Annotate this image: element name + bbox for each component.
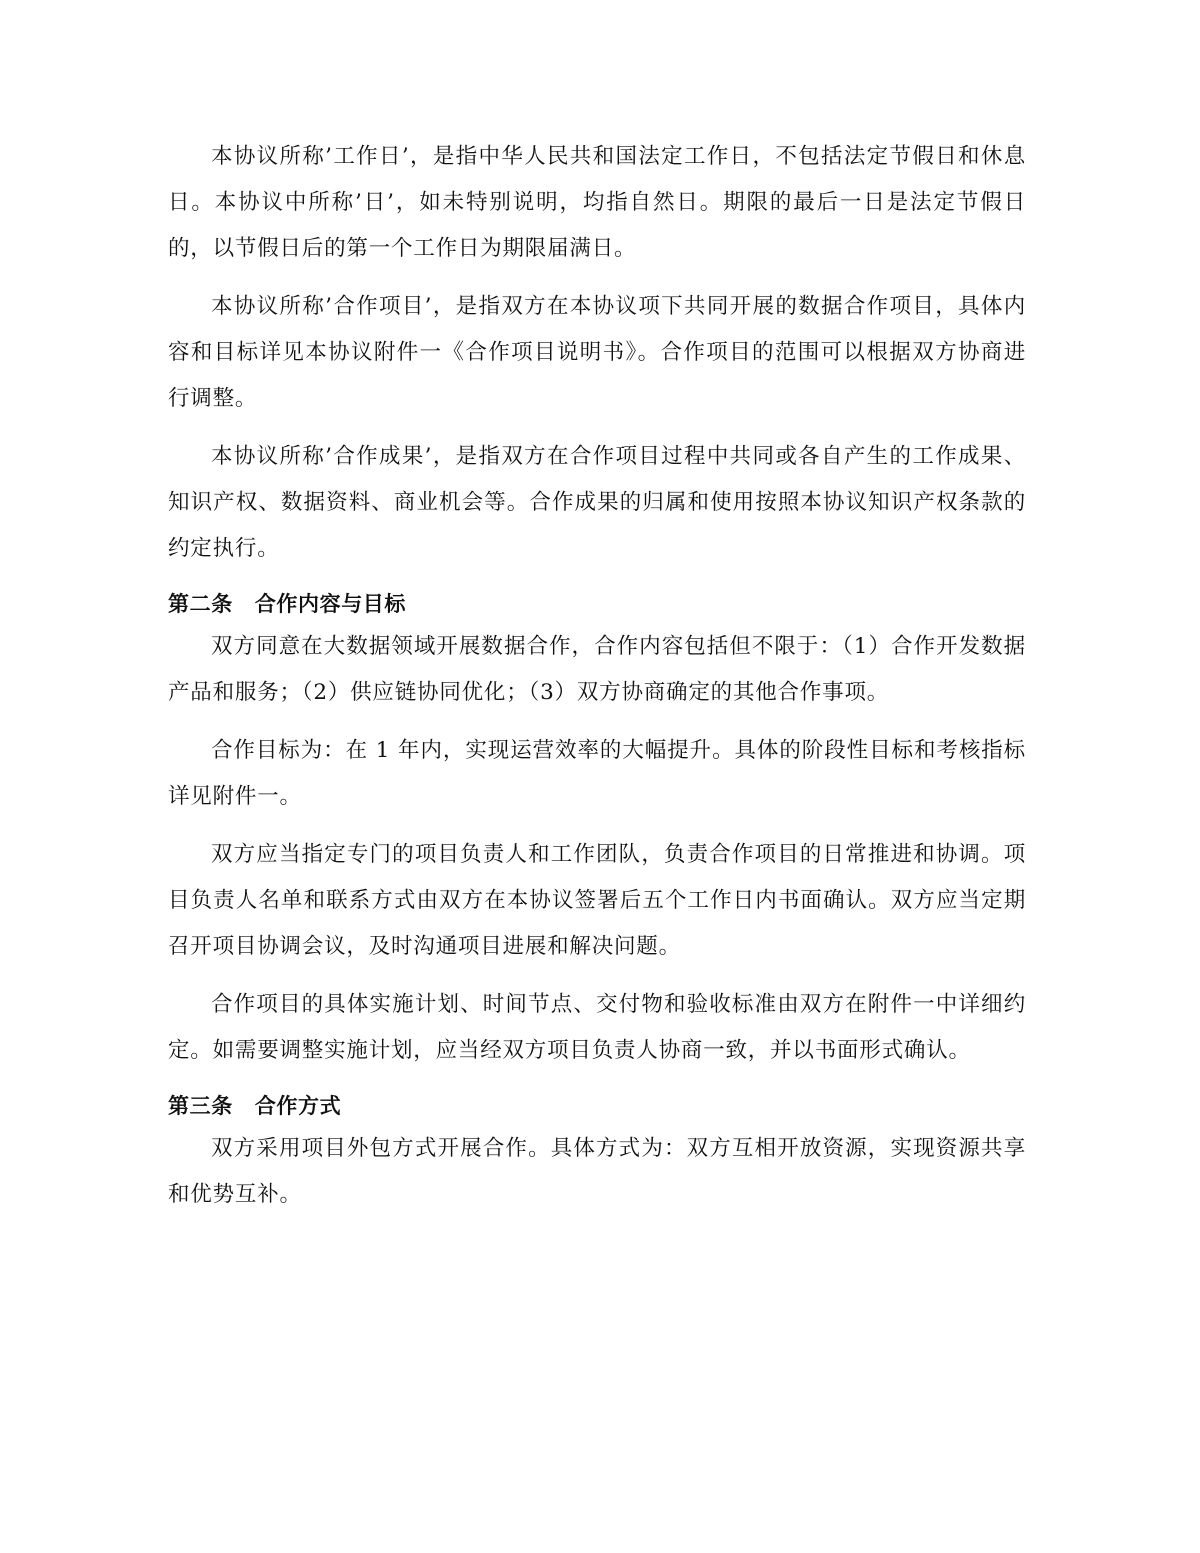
definition-paragraph-project: 本协议所称’合作项目’，是指双方在本协议项下共同开展的数据合作项目，具体内容和目标详见本协议附件一《合作项目说明书》。合作项目的范围可以根据双方协商进行调整。 <box>168 294 1026 411</box>
article-2-paragraph-content: 双方同意在大数据领域开展数据合作，合作内容包括但不限于：（1）合作开发数据产品和服务；（2）供应链协同优化；（3）双方协商确定的其他合作事项。 <box>168 634 1026 705</box>
article-3-section <box>168 1086 1026 1218</box>
article-2-number: 第二条 <box>168 592 233 616</box>
article-2-section <box>168 584 1026 1074</box>
article-2-paragraph-team: 双方应当指定专门的项目负责人和工作团队，负责合作项目的日常推进和协调。项目负责人名单和联系方式由双方在本协议签署后五个工作日内书面确认。双方应当定期召开项目协调会议，及时沟通项目进展和解决问题。 <box>168 842 1026 959</box>
article-3-paragraph-method: 双方采用项目外包方式开展合作。具体方式为：双方互相开放资源，实现资源共享和优势互补。 <box>168 1136 1026 1207</box>
article-2-paragraph-plan: 合作项目的具体实施计划、时间节点、交付物和验收标准由双方在附件一中详细约定。如需要调整实施计划，应当经双方项目负责人协商一致，并以书面形式确认。 <box>168 992 1026 1063</box>
article-2-title: 合作内容与目标 <box>254 592 407 616</box>
article-3-title: 合作方式 <box>254 1094 342 1118</box>
article-2-paragraph-goal: 合作目标为：在 1 年内，实现运营效率的大幅提升。具体的阶段性目标和考核指标详见附件一。 <box>168 738 1026 809</box>
document-page <box>168 134 1026 1230</box>
definition-paragraph-results: 本协议所称’合作成果’，是指双方在合作项目过程中共同或各自产生的工作成果、知识产权、数据资料、商业机会等。合作成果的归属和使用按照本协议知识产权条款的约定执行。 <box>168 444 1026 561</box>
definition-paragraph-workday: 本协议所称’工作日’，是指中华人民共和国法定工作日，不包括法定节假日和休息日。本协议中所称’日’，如未特别说明，均指自然日。期限的最后一日是法定节假日的，以节假日后的第一个工作日为期限届满日。 <box>168 144 1026 261</box>
article-2-heading <box>168 584 1026 624</box>
article-3-heading <box>168 1086 1026 1126</box>
article-3-number: 第三条 <box>168 1094 233 1118</box>
